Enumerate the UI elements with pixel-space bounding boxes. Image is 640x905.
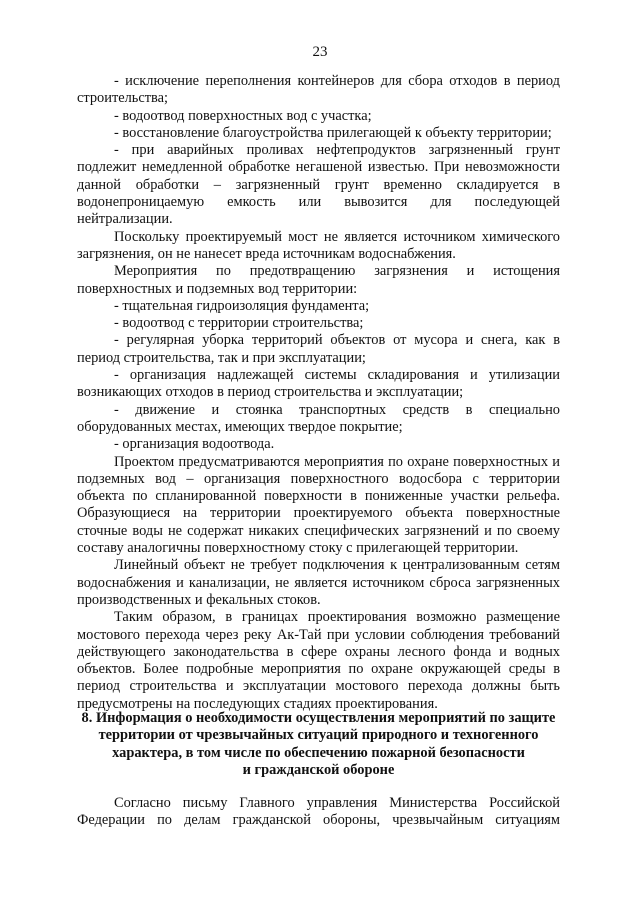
paragraph: - движение и стоянка транспортных средств в специально оборудованных местах, имеющих твердое покрытие;: [77, 401, 560, 435]
paragraph: Мероприятия по предотвращению загрязнения и истощения поверхностных и подземных вод территории:: [77, 263, 560, 297]
paragraph: - восстановление благоустройства прилегающей к объекту территории;: [114, 124, 552, 141]
paragraph: - организация водоотвода.: [114, 436, 275, 453]
paragraph: - организация надлежащей системы складирования и утилизации возникающих отходов в период строительства и эксплуатации;: [77, 367, 560, 401]
paragraph: Линейный объект не требует подключения к централизованным сетям водоснабжения и канализации, не является источником сброса загрязненных производственных и фекальных стоков.: [77, 557, 560, 608]
paragraph: - регулярная уборка территорий объектов от мусора и снега, как в период строительства, так и при эксплуатации;: [77, 332, 560, 366]
paragraph: - при аварийных проливах нефтепродуктов загрязненный грунт подлежит немедленной обработке негашеной известью. При невозможности данной обработки – загрязненный грунт временно складируется в водонепроницаемую емкость или вывозится для последующей нейтрализации.: [77, 142, 560, 228]
section-heading: [77, 710, 560, 779]
paragraph: - водоотвод с территории строительства;: [114, 315, 364, 332]
body-text: [77, 73, 560, 713]
page-number: 23: [312, 44, 328, 60]
paragraph: - исключение переполнения контейнеров для сбора отходов в период строительства;: [77, 73, 560, 107]
heading-line: 8. Информация о необходимости осуществления мероприятий по защите: [81, 710, 556, 726]
paragraph: - тщательная гидроизоляция фундамента;: [114, 297, 370, 314]
heading-line: характера, в том числе по обеспечению пожарной безопасности: [112, 744, 525, 761]
paragraph: Таким образом, в границах проектирования возможно размещение мостового перехода через реку Ак-Тай при условии соблюдения требований действующего законодательства в сфере охраны лесного фонда и водных объектов. Более подробные мероприятия по охране окружающей среды в период строительства и эксплуатации мостового перехода должны быть предусмотрены на последующих стадиях проектирования.: [77, 609, 560, 712]
heading-line: и гражданской обороне: [242, 761, 395, 778]
paragraph: Согласно письму Главного управления Министерства Российской Федерации по делам гражданской обороны, чрезвычайным ситуациям: [77, 795, 560, 829]
heading-line: территории от чрезвычайных ситуаций природного и техногенного: [98, 727, 539, 744]
paragraph: Проектом предусматриваются мероприятия по охране поверхностных и подземных вод – организация поверхностного водосбора с территории объекта по спланированной поверхности в пониженные участки рельефа. Образующиеся на территории проектируемого объекта поверхностные сточные воды не содержат никаких специфических загрязнений и по своему составу аналогичны поверхностному стоку с прилегающей территории.: [77, 453, 560, 557]
paragraph: - водоотвод поверхностных вод с участка;: [114, 107, 372, 124]
paragraph: Поскольку проектируемый мост не является источником химического загрязнения, он не нанесет вреда источникам водоснабжения.: [77, 228, 560, 262]
